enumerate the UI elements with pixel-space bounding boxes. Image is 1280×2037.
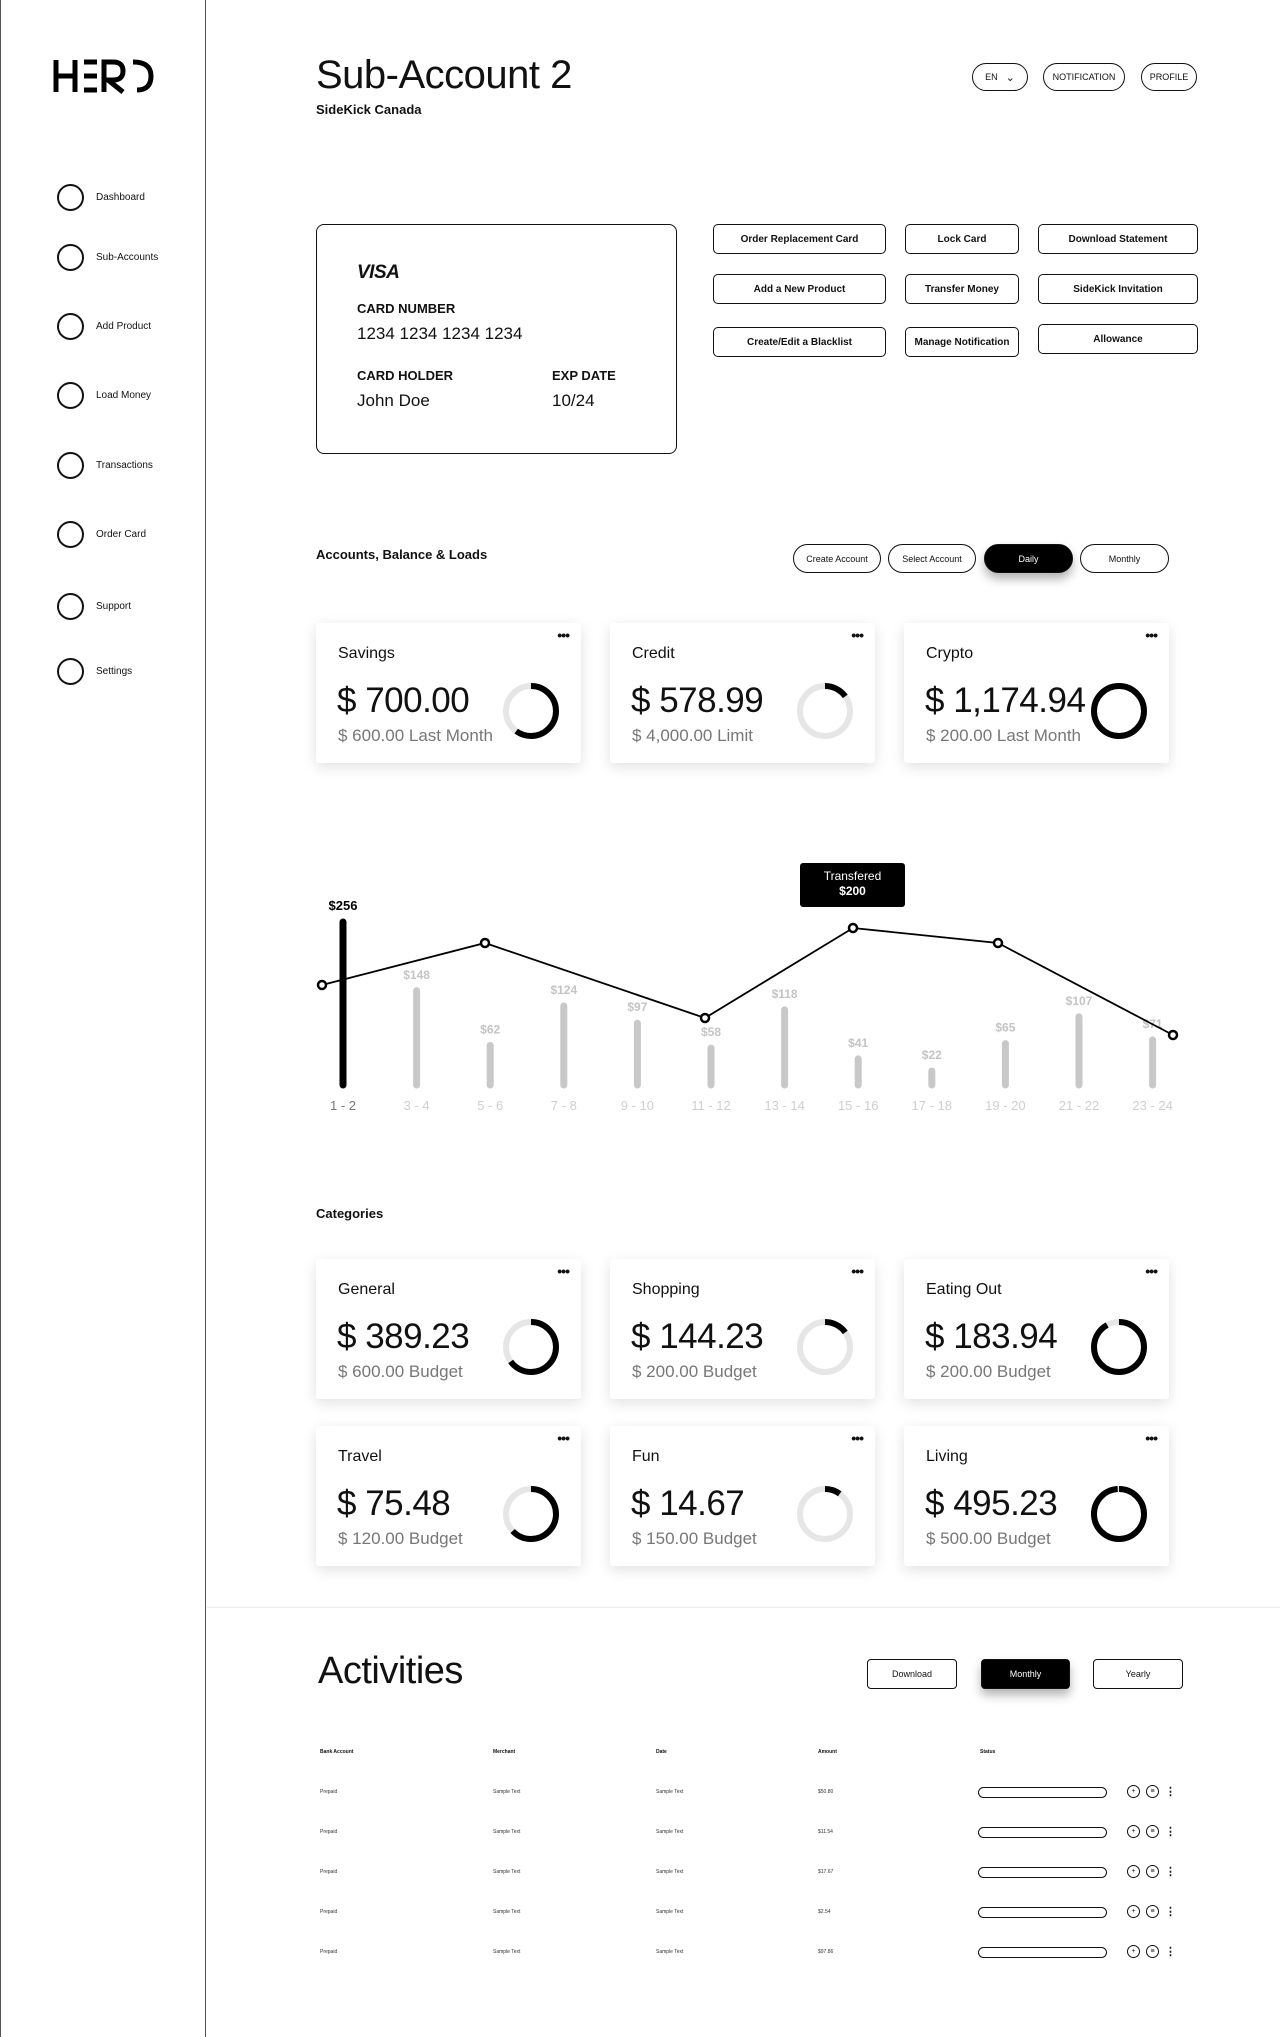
- sidebar-item-label: Order Card: [96, 529, 147, 540]
- category-name: Living: [926, 1448, 968, 1465]
- card-holder-label: CARD HOLDER: [357, 368, 454, 383]
- add-user-icon[interactable]: +: [1127, 1905, 1140, 1918]
- account-card-credit[interactable]: [610, 623, 875, 763]
- profile-button[interactable]: PROFILE: [1141, 63, 1197, 91]
- row-amount: $97.86: [818, 1949, 834, 1955]
- row-merchant: Sample Text: [493, 1829, 521, 1835]
- add-user-icon[interactable]: +: [1127, 1785, 1140, 1798]
- add-user-icon[interactable]: +: [1127, 1865, 1140, 1878]
- category-budget: $ 120.00 Budget: [338, 1529, 463, 1548]
- create-account-button[interactable]: Create Account: [793, 544, 881, 573]
- download-button[interactable]: Download: [867, 1659, 957, 1689]
- bar-value-label: $58: [700, 1025, 722, 1040]
- bar-value-label: $97: [627, 1000, 648, 1015]
- bar-value-label: $124: [550, 983, 578, 998]
- category-card-fun[interactable]: [610, 1426, 875, 1566]
- row-bank-account: Prepaid: [320, 1869, 338, 1875]
- hero-logo[interactable]: [53, 58, 155, 99]
- sidebar-item-dashboard[interactable]: [57, 184, 145, 211]
- category-spent: $ 389.23: [337, 1317, 470, 1356]
- progress-donut: [795, 1484, 855, 1544]
- category-card-general[interactable]: [316, 1259, 581, 1399]
- more-vertical-icon[interactable]: ⋮: [1165, 1865, 1176, 1878]
- category-budget: $ 200.00 Budget: [632, 1362, 757, 1381]
- category-budget: $ 500.00 Budget: [926, 1529, 1051, 1548]
- account-subtext: $ 600.00 Last Month: [338, 726, 494, 745]
- category-name: General: [338, 1281, 395, 1298]
- account-subtext: $ 200.00 Last Month: [926, 726, 1082, 745]
- transactions-icon: [57, 452, 84, 479]
- card-number-label: CARD NUMBER: [357, 301, 456, 316]
- x-tick-label: 5 - 6: [477, 1098, 504, 1113]
- support-icon: [57, 593, 84, 620]
- x-tick-label: 11 - 12: [691, 1098, 731, 1113]
- bar-value-label: $256: [328, 898, 358, 913]
- transfer-money-button[interactable]: Transfer Money: [905, 274, 1019, 304]
- category-card-shopping[interactable]: [610, 1259, 875, 1399]
- account-balance: $ 700.00: [337, 681, 470, 720]
- category-name: Eating Out: [926, 1281, 1002, 1298]
- monthly-button[interactable]: Monthly: [981, 1659, 1070, 1689]
- bar-value-label: $62: [480, 1022, 501, 1037]
- row-actions: [1127, 1865, 1176, 1878]
- progress-donut: [501, 681, 561, 741]
- sidebar-item-load-money[interactable]: [57, 382, 151, 409]
- trend-line: [322, 928, 1173, 1035]
- bar-value-label: $65: [995, 1020, 1016, 1035]
- accounts-section-title: Accounts, Balance & Loads: [316, 547, 488, 562]
- sub-accounts-icon: [57, 244, 84, 271]
- message-icon[interactable]: ≡: [1146, 1945, 1159, 1958]
- progress-donut: [501, 1317, 561, 1377]
- sidebar-item-label: Support: [96, 601, 132, 612]
- bar-value-label: $118: [771, 986, 798, 1001]
- section-divider: [207, 1607, 1280, 1608]
- card-number: 1234 1234 1234 1234: [357, 324, 523, 343]
- sidebar-item-label: Load Money: [96, 390, 152, 401]
- row-actions: [1127, 1785, 1176, 1798]
- account-balance: $ 578.99: [631, 681, 764, 720]
- blacklist-button[interactable]: Create/Edit a Blacklist: [713, 327, 886, 357]
- category-card-eating-out[interactable]: [904, 1259, 1169, 1399]
- account-name: Crypto: [926, 645, 974, 662]
- sidebar-item-label: Sub-Accounts: [96, 252, 159, 263]
- sidebar-item-transactions[interactable]: [57, 452, 153, 479]
- more-icon[interactable]: •••: [851, 1263, 863, 1279]
- x-tick-label: 9 - 10: [620, 1098, 655, 1113]
- trend-point: [318, 981, 326, 989]
- order-card-icon: [57, 521, 84, 548]
- status-bar: [978, 1867, 1107, 1878]
- row-date: Sample Text: [656, 1909, 684, 1915]
- message-icon[interactable]: ≡: [1146, 1825, 1159, 1838]
- row-merchant: Sample Text: [493, 1949, 521, 1955]
- exp-date: 10/24: [552, 391, 595, 410]
- x-tick-label: 13 - 14: [764, 1098, 805, 1113]
- category-budget: $ 600.00 Budget: [338, 1362, 463, 1381]
- more-icon[interactable]: •••: [557, 1430, 569, 1446]
- row-actions: [1127, 1945, 1176, 1958]
- category-spent: $ 495.23: [925, 1484, 1058, 1523]
- progress-donut: [795, 681, 855, 741]
- sidebar-item-label: Settings: [96, 666, 133, 677]
- payment-card[interactable]: [316, 224, 677, 454]
- row-merchant: Sample Text: [493, 1869, 521, 1875]
- progress-donut: [1089, 1484, 1149, 1544]
- daily-toggle[interactable]: Daily: [984, 544, 1073, 573]
- balance-chart: [310, 860, 1190, 1120]
- more-icon[interactable]: •••: [1145, 1430, 1157, 1446]
- exp-date-label: EXP DATE: [552, 368, 616, 383]
- category-card-living[interactable]: [904, 1426, 1169, 1566]
- x-tick-label: 7 - 8: [550, 1098, 577, 1113]
- account-card-savings[interactable]: [316, 623, 581, 763]
- sidebar-item-support[interactable]: [57, 593, 131, 620]
- progress-donut: [1089, 681, 1149, 741]
- yearly-button[interactable]: Yearly: [1093, 1659, 1183, 1689]
- account-subtext: $ 4,000.00 Limit: [632, 726, 753, 745]
- row-bank-account: Prepaid: [320, 1789, 338, 1795]
- row-amount: $50.80: [818, 1789, 834, 1795]
- load-money-icon: [57, 382, 84, 409]
- page-subtitle: SideKick Canada: [316, 102, 422, 117]
- tooltip-value: $200: [839, 884, 866, 898]
- language-value: EN: [985, 72, 998, 82]
- progress-donut: [501, 1484, 561, 1544]
- visa-logo: VISA: [357, 262, 400, 283]
- bar-value-label: $148: [403, 967, 430, 982]
- row-amount: $11.54: [818, 1829, 833, 1835]
- more-icon[interactable]: •••: [1145, 1263, 1157, 1279]
- add-user-icon[interactable]: +: [1127, 1825, 1140, 1838]
- category-name: Fun: [632, 1448, 660, 1465]
- tooltip-title: Transfered: [823, 869, 882, 883]
- column-header-bank-account[interactable]: Bank Account: [320, 1749, 354, 1755]
- row-date: Sample Text: [656, 1829, 684, 1835]
- more-vertical-icon[interactable]: ⋮: [1165, 1785, 1176, 1798]
- account-balance: $ 1,174.94: [925, 681, 1086, 720]
- status-bar: [978, 1907, 1107, 1918]
- manage-notification-button[interactable]: Manage Notification: [905, 327, 1019, 357]
- x-tick-label: 1 - 2: [329, 1098, 357, 1113]
- x-tick-label: 19 - 20: [985, 1098, 1026, 1113]
- message-icon[interactable]: ≡: [1146, 1865, 1159, 1878]
- x-tick-label: 15 - 16: [837, 1098, 879, 1113]
- more-vertical-icon[interactable]: ⋮: [1165, 1905, 1176, 1918]
- trend-point: [994, 939, 1002, 947]
- activities-title: Activities: [318, 1650, 463, 1692]
- category-spent: $ 144.23: [631, 1317, 764, 1356]
- progress-donut: [1089, 1317, 1149, 1377]
- row-bank-account: Prepaid: [320, 1909, 338, 1915]
- x-tick-label: 21 - 22: [1058, 1098, 1100, 1113]
- sidebar-item-add-product[interactable]: [57, 313, 151, 340]
- order-replacement-card-button[interactable]: Order Replacement Card: [713, 224, 886, 254]
- category-budget: $ 150.00 Budget: [632, 1529, 757, 1548]
- donut-progress: [1094, 1489, 1144, 1539]
- bar-value-label: $22: [921, 1047, 942, 1062]
- card-holder: John Doe: [357, 391, 430, 410]
- status-bar: [978, 1827, 1107, 1838]
- column-header-date[interactable]: Date: [656, 1749, 667, 1755]
- download-statement-button[interactable]: Download Statement: [1038, 224, 1198, 254]
- sidebar: [0, 0, 206, 2037]
- row-bank-account: Prepaid: [320, 1829, 338, 1835]
- message-icon[interactable]: ≡: [1146, 1905, 1159, 1918]
- category-budget: $ 200.00 Budget: [926, 1362, 1051, 1381]
- monthly-toggle[interactable]: Monthly: [1080, 544, 1169, 573]
- add-product-icon: [57, 313, 84, 340]
- notification-button[interactable]: NOTIFICATION: [1043, 63, 1125, 91]
- more-vertical-icon[interactable]: ⋮: [1165, 1825, 1176, 1838]
- account-name: Savings: [338, 645, 395, 662]
- column-header-merchant[interactable]: Merchant: [493, 1749, 516, 1755]
- bar-value-label: $71: [1142, 1016, 1163, 1031]
- chart-tooltip: [800, 863, 905, 907]
- sidebar-item-label: Add Product: [96, 321, 152, 332]
- row-amount: $2.54: [818, 1909, 831, 1915]
- x-tick-label: 3 - 4: [403, 1098, 430, 1113]
- language-select[interactable]: [972, 63, 1028, 91]
- allowance-button[interactable]: Allowance: [1038, 324, 1198, 354]
- row-bank-account: Prepaid: [320, 1949, 338, 1955]
- row-date: Sample Text: [656, 1789, 684, 1795]
- more-icon[interactable]: •••: [851, 1430, 863, 1446]
- lock-card-button[interactable]: Lock Card: [905, 224, 1019, 254]
- settings-icon: [57, 658, 84, 685]
- more-icon[interactable]: •••: [851, 627, 863, 643]
- donut-progress: [1094, 1322, 1144, 1372]
- sidebar-item-label: Transactions: [96, 460, 153, 471]
- row-actions: [1127, 1905, 1176, 1918]
- column-header-status[interactable]: Status: [980, 1749, 996, 1755]
- more-icon[interactable]: •••: [557, 1263, 569, 1279]
- row-amount: $17.67: [818, 1869, 834, 1875]
- bar-value-label: $41: [848, 1035, 869, 1050]
- sidebar-item-settings[interactable]: [57, 658, 132, 685]
- category-spent: $ 183.94: [925, 1317, 1058, 1356]
- more-icon[interactable]: •••: [1145, 627, 1157, 643]
- donut-track: [800, 1489, 850, 1539]
- categories-section-title: Categories: [316, 1206, 384, 1221]
- trend-point: [1169, 1031, 1177, 1039]
- account-card-crypto[interactable]: [904, 623, 1169, 763]
- category-name: Travel: [338, 1448, 382, 1465]
- account-name: Credit: [632, 645, 675, 662]
- row-merchant: Sample Text: [493, 1789, 521, 1795]
- x-tick-label: 23 - 24: [1132, 1098, 1173, 1113]
- message-icon[interactable]: ≡: [1146, 1785, 1159, 1798]
- more-vertical-icon[interactable]: ⋮: [1165, 1945, 1176, 1958]
- more-icon[interactable]: •••: [557, 627, 569, 643]
- category-spent: $ 75.48: [337, 1484, 451, 1523]
- row-merchant: Sample Text: [493, 1909, 521, 1915]
- status-bar: [978, 1947, 1107, 1958]
- chevron-down-icon: ⌄: [1005, 71, 1015, 84]
- trend-point: [701, 1014, 709, 1022]
- page-title: Sub-Account 2: [316, 53, 572, 97]
- status-bar: [978, 1787, 1107, 1798]
- trend-point: [849, 924, 857, 932]
- column-header-amount[interactable]: Amount: [818, 1749, 837, 1755]
- row-date: Sample Text: [656, 1869, 684, 1875]
- sidebar-item-label: Dashboard: [96, 192, 145, 203]
- add-new-product-button[interactable]: Add a New Product: [713, 274, 886, 304]
- select-account-button[interactable]: Select Account: [888, 544, 976, 573]
- trend-point: [481, 939, 489, 947]
- donut-progress: [1094, 686, 1144, 736]
- row-date: Sample Text: [656, 1949, 684, 1955]
- category-spent: $ 14.67: [631, 1484, 745, 1523]
- category-card-travel[interactable]: [316, 1426, 581, 1566]
- x-tick-label: 17 - 18: [911, 1098, 953, 1113]
- category-name: Shopping: [632, 1281, 700, 1298]
- row-actions: [1127, 1825, 1176, 1838]
- sidebar-item-sub-accounts[interactable]: [57, 244, 158, 271]
- progress-donut: [795, 1317, 855, 1377]
- sidekick-invitation-button[interactable]: SideKick Invitation: [1038, 274, 1198, 304]
- bar-value-label: $107: [1065, 993, 1093, 1008]
- add-user-icon[interactable]: +: [1127, 1945, 1140, 1958]
- sidebar-item-order-card[interactable]: [57, 521, 146, 548]
- dashboard-icon: [57, 184, 84, 211]
